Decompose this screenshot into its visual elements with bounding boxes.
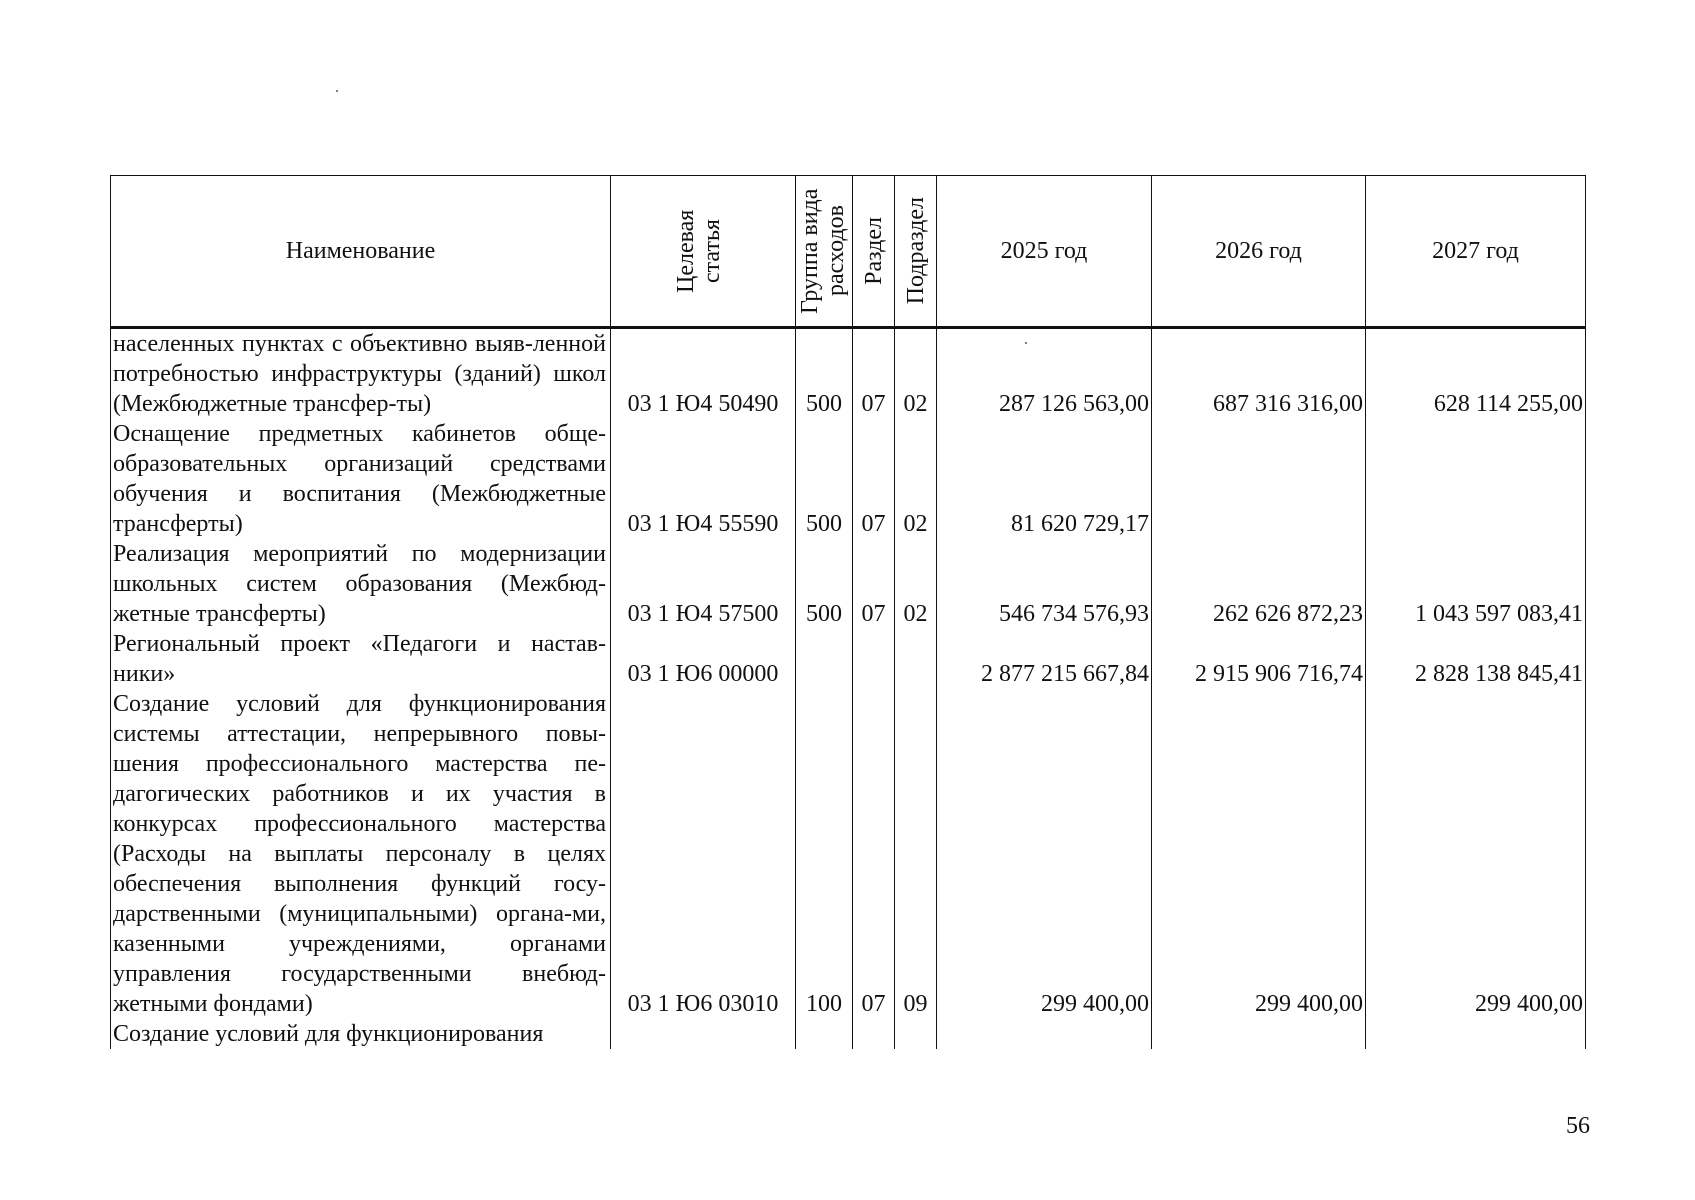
row-section: [853, 629, 895, 689]
row-section: 07: [853, 328, 895, 420]
row-expense-group: 100: [796, 689, 853, 1019]
row-amount-2025: 546 734 576,93: [937, 539, 1152, 629]
row-subsection: [895, 629, 937, 689]
row-amount-2027: [1366, 419, 1586, 539]
row-amount-2027: 628 114 255,00: [1366, 328, 1586, 420]
row-amount-2026: 299 400,00: [1152, 689, 1366, 1019]
table-row: [111, 1019, 1586, 1049]
header-name: [111, 176, 611, 328]
row-section: 07: [853, 689, 895, 1019]
header-target-article: [611, 176, 796, 328]
header-year-2026-label: 2026 год: [1215, 238, 1302, 264]
row-section: 07: [853, 419, 895, 539]
header-name-label: Наименование: [285, 238, 436, 264]
header-year-2026: [1152, 176, 1366, 328]
row-name: Оснащение предметных кабинетов обще-образовательных организаций средствами обучения и воспитания (Межбюджетные трансферты): [111, 419, 611, 539]
header-subsection: [895, 176, 937, 328]
row-subsection: 02: [895, 419, 937, 539]
header-section-label: Раздел: [860, 217, 887, 285]
row-amount-2027: [1366, 1019, 1586, 1049]
header-section: [853, 176, 895, 328]
row-subsection: 02: [895, 539, 937, 629]
header-year-2025: [937, 176, 1152, 328]
row-expense-group: [796, 629, 853, 689]
row-amount-2026: 687 316 316,00: [1152, 328, 1366, 420]
table-row: [111, 328, 1586, 420]
row-amount-2025: 81 620 729,17: [937, 419, 1152, 539]
row-name: Создание условий для функционирования системы аттестации, непрерывного повы-шения профессионального мастерства пе-дагогических работников и их участия в конкурсах профессионального мастерства (Расходы на выплаты персоналу в целях обеспечения выполнения функций госу-дарственными (муниципальными) органа-ми, казенными учреждениями, органами управления государственными внебюд-жетными фондами): [111, 689, 611, 1019]
row-section: 07: [853, 539, 895, 629]
row-target-article: 03 1 Ю6 00000: [611, 629, 796, 689]
row-target-article: 03 1 Ю6 03010: [611, 689, 796, 1019]
header-target-article-label: Целевая статья: [673, 209, 725, 293]
row-amount-2027: 299 400,00: [1366, 689, 1586, 1019]
row-expense-group: 500: [796, 328, 853, 420]
row-name: населенных пунктах с объективно выяв-ленной потребностью инфраструктуры (зданий) школ (Межбюджетные трансфер-ты): [111, 328, 611, 420]
table-row: [111, 419, 1586, 539]
row-amount-2027: 1 043 597 083,41: [1366, 539, 1586, 629]
header-expense-group-label: Группа вида расходов: [797, 188, 849, 314]
row-target-article: [611, 1019, 796, 1049]
header-subsection-label: Подраздел: [902, 197, 929, 305]
row-target-article: 03 1 Ю4 55590: [611, 419, 796, 539]
scan-speck: [336, 90, 338, 92]
row-subsection: 02: [895, 328, 937, 420]
row-expense-group: 500: [796, 539, 853, 629]
row-section: [853, 1019, 895, 1049]
budget-table: [110, 175, 1586, 1049]
table-row: [111, 629, 1586, 689]
row-amount-2026: 2 915 906 716,74: [1152, 629, 1366, 689]
header-year-2025-label: 2025 год: [1000, 238, 1088, 264]
table-row: [111, 689, 1586, 1019]
row-target-article: 03 1 Ю4 57500: [611, 539, 796, 629]
table-header-row: [111, 176, 1586, 328]
row-name: Создание условий для функционирования: [111, 1019, 611, 1049]
header-year-2027: [1366, 176, 1586, 328]
row-name: Региональный проект «Педагоги и настав-ники»: [111, 629, 611, 689]
row-subsection: [895, 1019, 937, 1049]
row-amount-2026: [1152, 419, 1366, 539]
row-amount-2027: 2 828 138 845,41: [1366, 629, 1586, 689]
row-subsection: 09: [895, 689, 937, 1019]
row-amount-2025: [937, 1019, 1152, 1049]
row-amount-2026: 262 626 872,23: [1152, 539, 1366, 629]
row-expense-group: [796, 1019, 853, 1049]
row-expense-group: 500: [796, 419, 853, 539]
row-amount-2025: 299 400,00: [937, 689, 1152, 1019]
row-amount-2025: 2 877 215 667,84: [937, 629, 1152, 689]
row-amount-2026: [1152, 1019, 1366, 1049]
header-year-2027-label: 2027 год: [1432, 238, 1519, 264]
row-amount-2025: 287 126 563,00: [937, 328, 1152, 420]
row-name: Реализация мероприятий по модернизации школьных систем образования (Межбюд-жетные трансферты): [111, 539, 611, 629]
page-number: 56: [1566, 1113, 1590, 1139]
header-expense-group: [796, 176, 853, 328]
table-row: [111, 539, 1586, 629]
row-target-article: 03 1 Ю4 50490: [611, 328, 796, 420]
